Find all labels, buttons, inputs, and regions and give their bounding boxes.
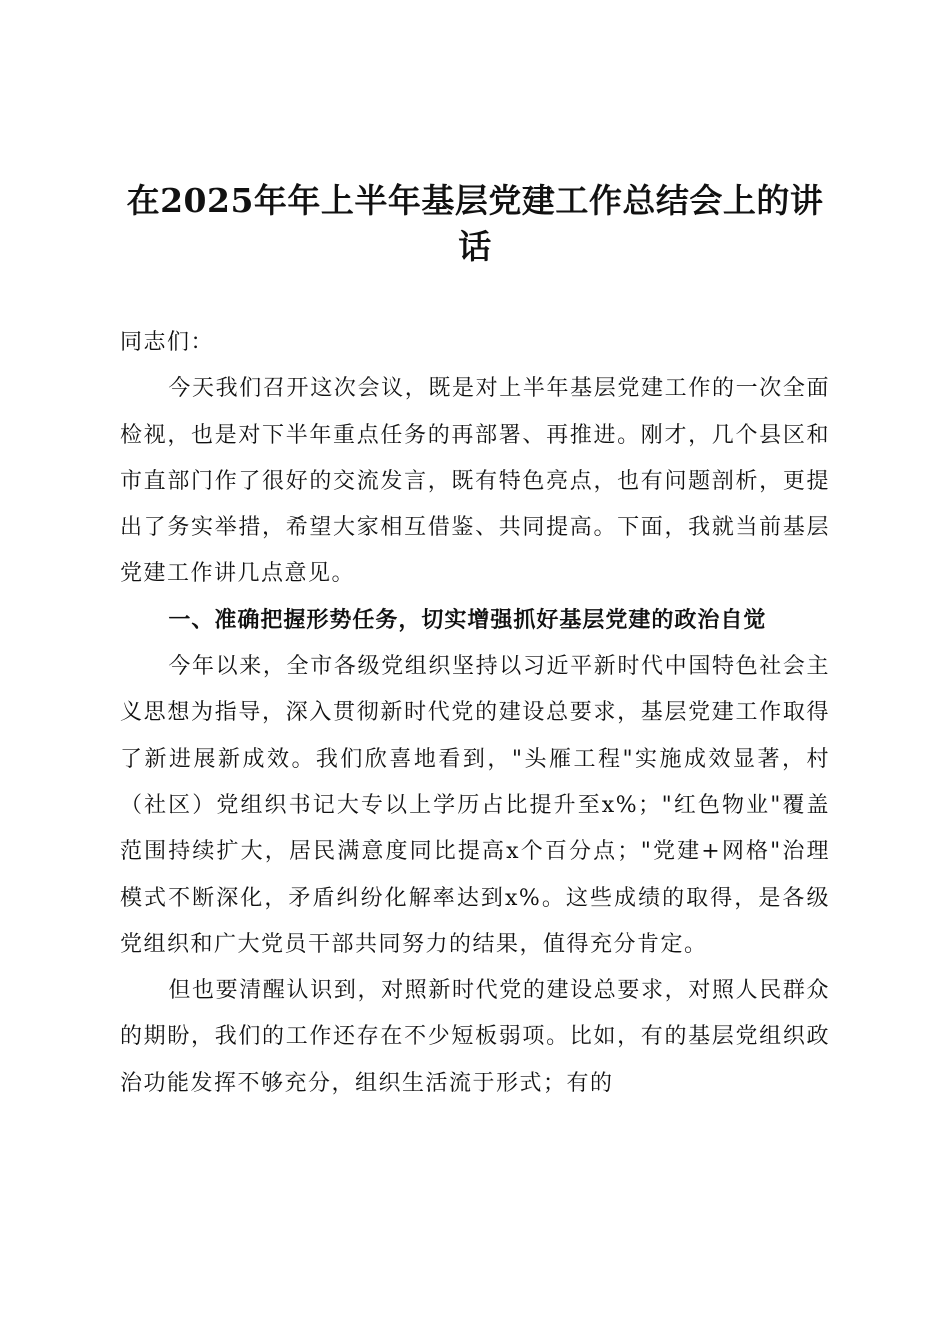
document-body (120, 320, 830, 1107)
document-title: 在2025年年上半年基层党建工作总结会上的讲话 (126, 181, 824, 266)
paragraph: 但也要清醒认识到，对照新时代党的建设总要求，对照人民群众的期盼，我们的工作还存在不少短板弱项。比如，有的基层党组织政治功能发挥不够充分，组织生活流于形式；有的 (120, 978, 830, 1096)
section-heading: 一、准确把握形势任务，切实增强抓好基层党建的政治自觉 (168, 607, 767, 633)
salutation: 同志们： (120, 330, 215, 355)
paragraph: 今天我们召开这次会议，既是对上半年基层党建工作的一次全面检视，也是对下半年重点任务的再部署、再推进。刚才，几个县区和市直部门作了很好的交流发言，既有特色亮点，也有问题剖析，更提出了务实举措，希望大家相互借鉴、共同提高。下面，我就当前基层党建工作讲几点意见。 (120, 376, 830, 587)
paragraph: 今年以来，全市各级党组织坚持以习近平新时代中国特色社会主义思想为指导，深入贯彻新时代党的建设总要求，基层党建工作取得了新进展新成效。我们欣喜地看到，"头雁工程"实施成效显著，村（社区）党组织书记大专以上学历占比提升至x%；"红色物业"覆盖范围持续扩大，居民满意度同比提高x个百分点；"党建+网格"治理模式不断深化，矛盾纠纷化解率达到x%。这些成绩的取得，是各级党组织和广大党员干部共同努力的结果，值得充分肯定。 (120, 654, 830, 957)
